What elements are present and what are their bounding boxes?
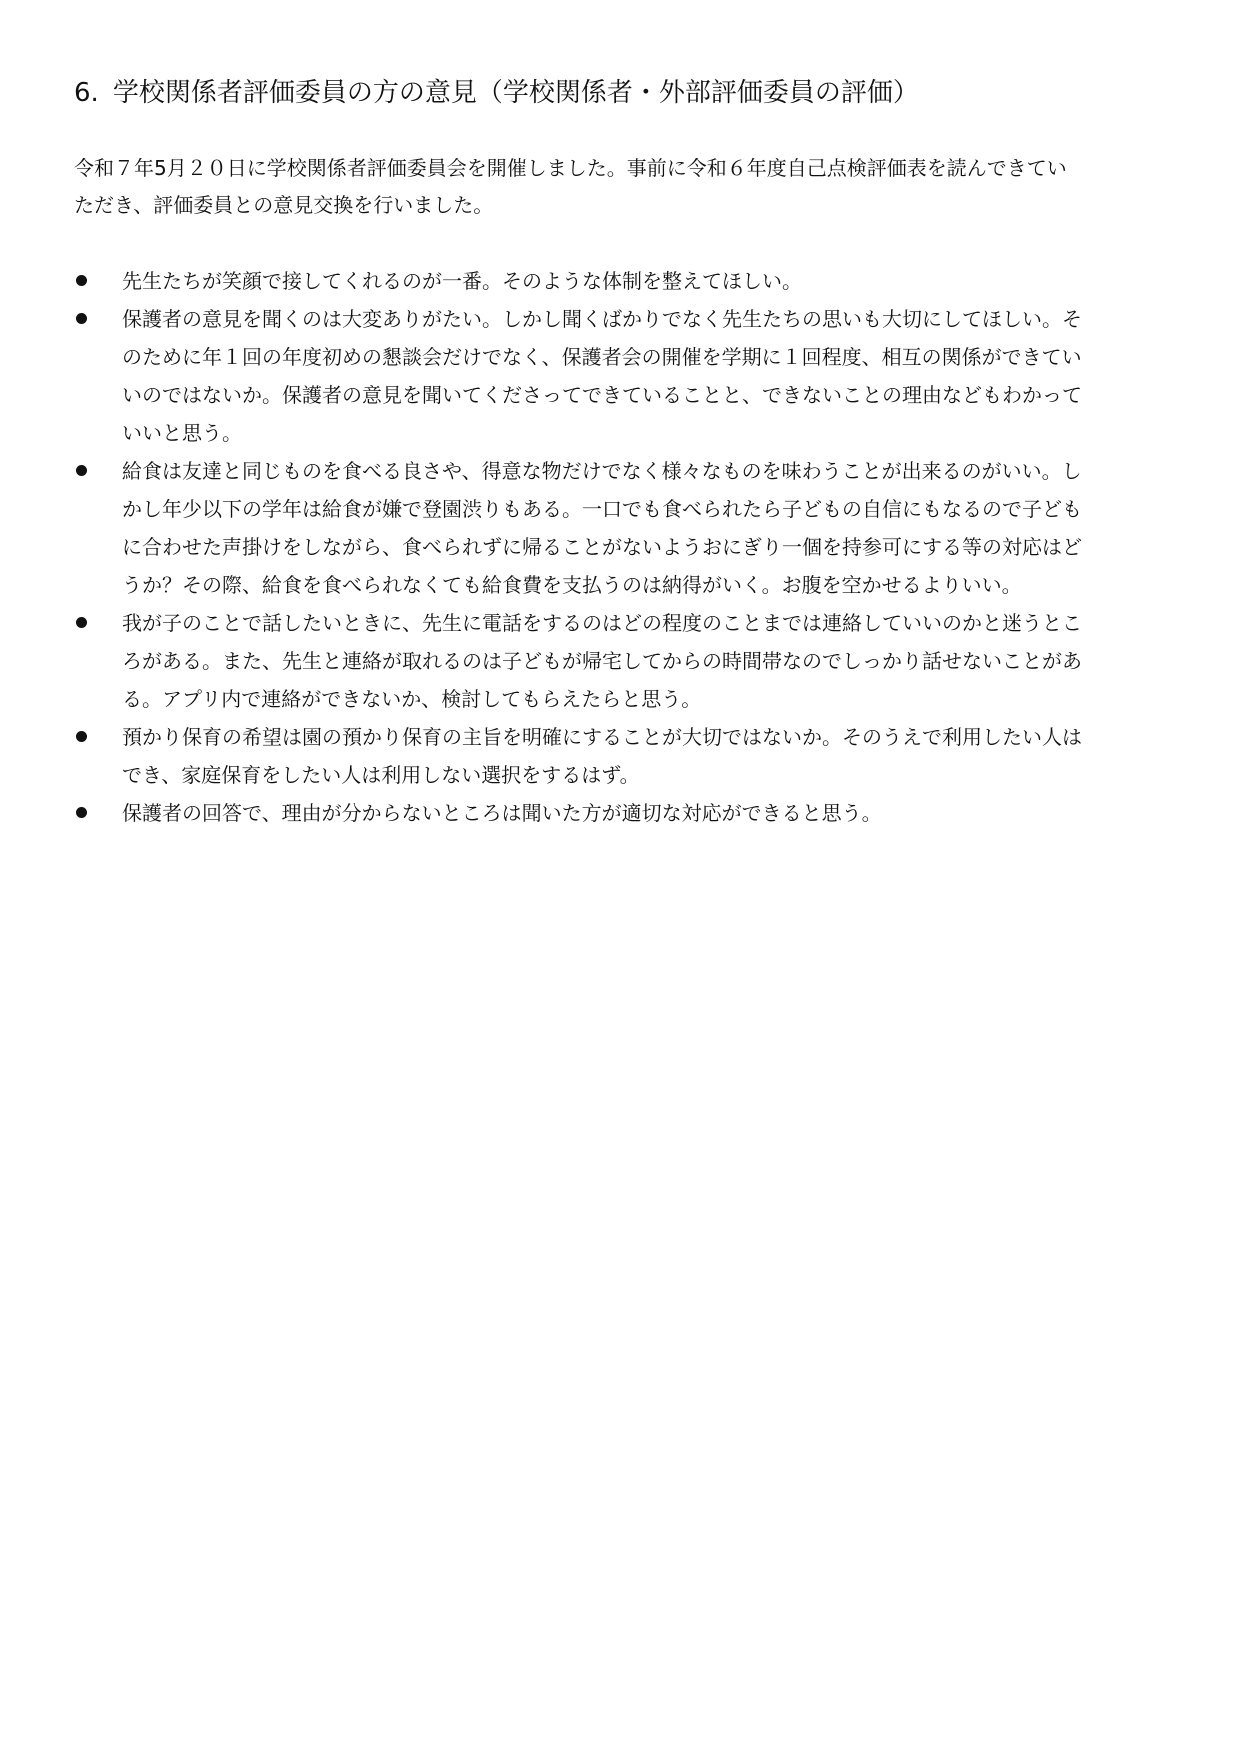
section-title: 学校関係者評価委員の方の意見（学校関係者・外部評価委員の評価） [112,78,919,108]
intro-line: 令和７年5月２０日に学校関係者評価委員会を開催しました。事前に令和６年度自己点検評価表を読んできてい [74,156,1067,180]
opinion-line: る。アプリ内で連絡ができないか、検討してもらえたらと思う。 [122,687,702,711]
bullet-icon [76,731,87,742]
opinion-line: に合わせた声掛けをしながら、食べられずに帰ることがないようおにぎり一個を持参可にする等の対応はど [122,535,1082,559]
opinion-item [74,300,1174,452]
opinion-line: かし年少以下の学年は給食が嫌で登園渋りもある。一口でも食べられたら子どもの自信にもなるので子ども [122,497,1082,521]
opinion-line: 保護者の回答で、理由が分からないところは聞いた方が適切な対応ができると思う。 [122,801,882,825]
opinion-line: 我が子のことで話したいときに、先生に電話をするのはどの程度のことまでは連絡していいのかと迷うとこ [122,611,1082,635]
opinion-line: 給食は友達と同じものを食べる良さや、得意な物だけでなく様々なものを味わうことが出来るのがいい。し [122,459,1082,483]
bullet-icon [76,807,87,818]
opinion-item [74,604,1174,718]
opinion-line: でき、家庭保育をしたい人は利用しない選択をするはず。 [122,763,640,787]
opinion-item [74,718,1174,794]
opinion-line: うか？その際、給食を食べられなくても給食費を支払うのは納得がいく。お腹を空かせるよりいい。 [122,573,1022,597]
opinion-line: ろがある。また、先生と連絡が取れるのは子どもが帰宅してからの時間帯なのでしっかり話せないことがあ [122,649,1082,673]
opinion-line: 保護者の意見を聞くのは大変ありがたい。しかし聞くばかりでなく先生たちの思いも大切にしてほしい。そ [122,307,1082,331]
opinion-item [74,452,1174,604]
bullet-icon [76,465,87,476]
bullet-icon [76,275,87,286]
opinion-list [74,262,1174,832]
opinion-line: いのではないか。保護者の意見を聞いてくださってできていることと、できないことの理由などもわかって [122,383,1082,407]
opinion-item [74,794,1174,832]
bullet-icon [76,617,87,628]
bullet-icon [76,313,87,324]
opinion-line: いいと思う。 [122,421,242,445]
opinion-line: 預かり保育の希望は園の預かり保育の主旨を明確にすることが大切ではないか。そのうえで利用したい人は [122,725,1082,749]
section-heading [74,75,1174,111]
opinion-line: 先生たちが笑顔で接してくれるのが一番。そのような体制を整えてほしい。 [122,269,802,293]
intro-paragraph [74,150,1174,224]
section-number: 6. [74,78,99,108]
opinion-line: のために年１回の年度初めの懇談会だけでなく、保護者会の開催を学期に１回程度、相互の関係ができてい [122,345,1082,369]
intro-line: ただき、評価委員との意見交換を行いました。 [74,193,494,217]
opinion-item [74,262,1174,300]
